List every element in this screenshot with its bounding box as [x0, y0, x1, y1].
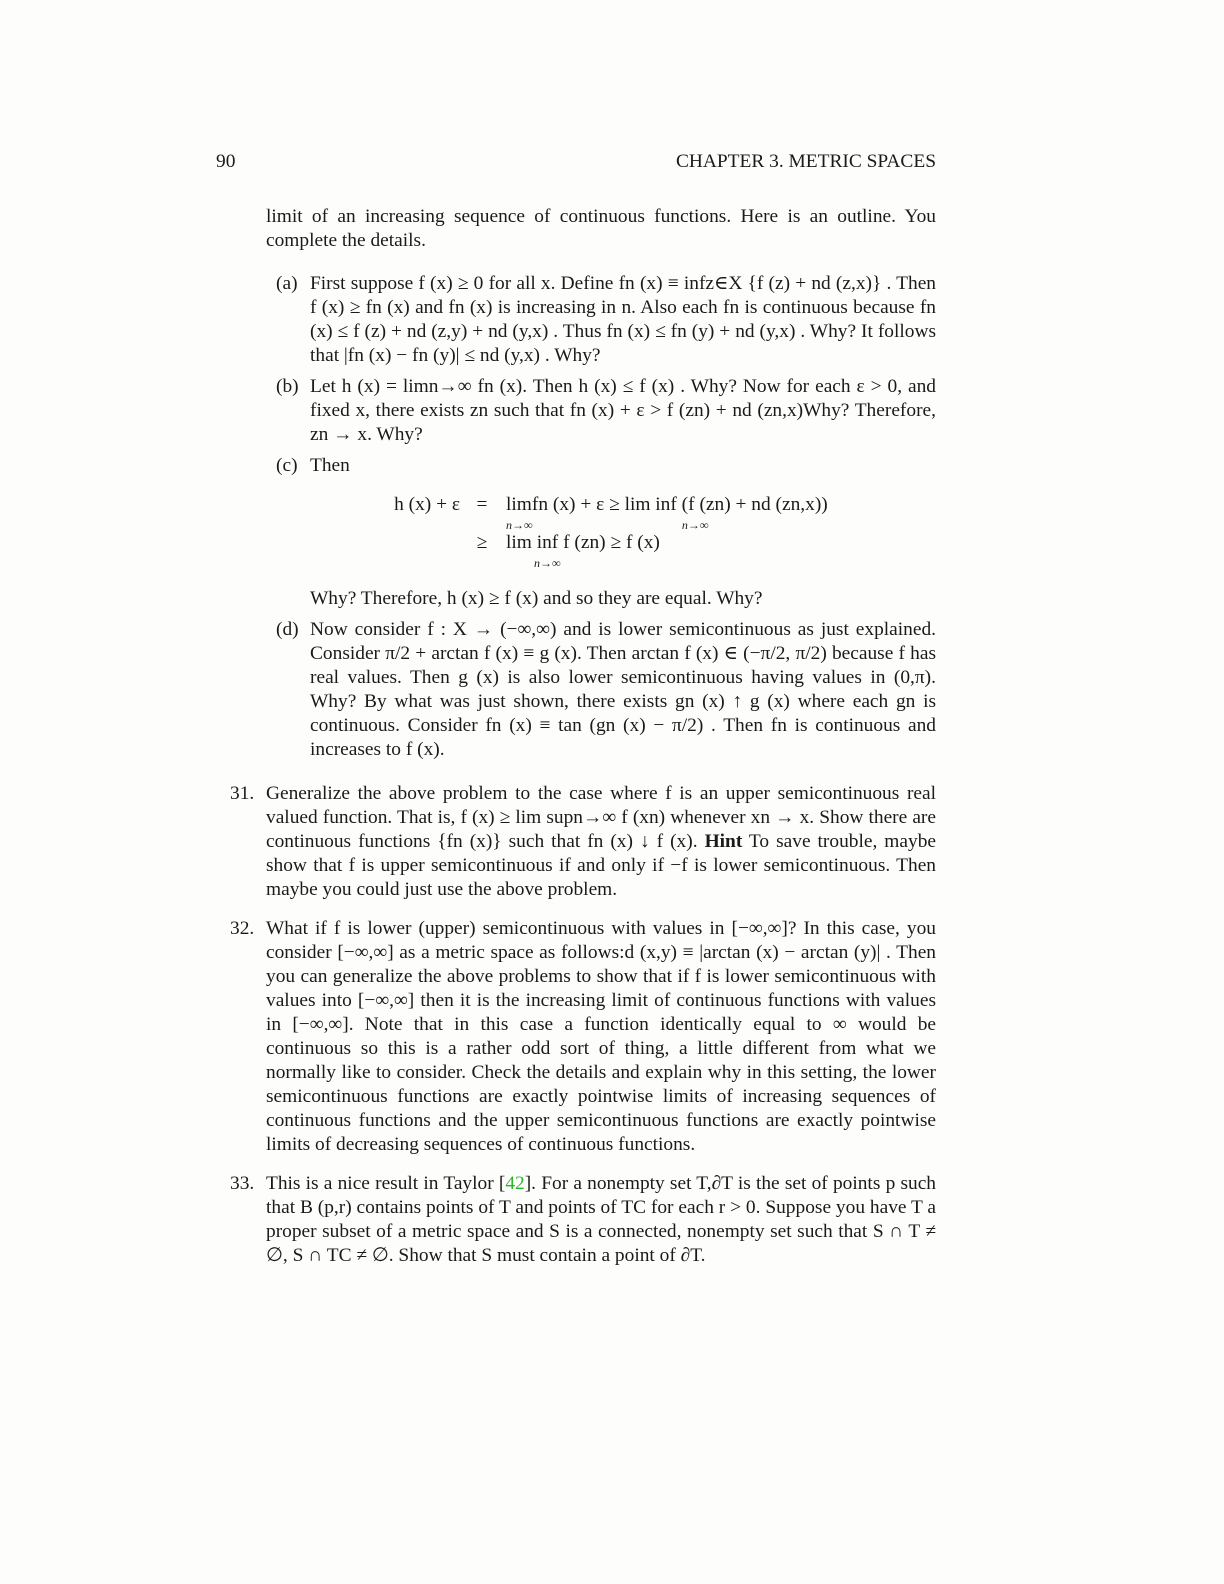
part-label: (c)	[276, 455, 298, 476]
equation-row	[310, 531, 930, 569]
part-b	[266, 375, 936, 447]
hint-label: Hint	[704, 831, 743, 852]
problem-number: 33.	[230, 1173, 255, 1194]
equation-rhs: lim inf n→∞ f (zn) ≥ f (x)	[506, 532, 660, 570]
part-text: Now consider f : X → (−∞,∞) and is lower semicontinuous as just explained. Consider π/2 + arctan f (x) ≡ g (x). Then arctan f (x) ∈ (−π/2, π/2) because f has real values. Then g (x) is also lower semicontinuous having values in (0,π). Why? By what was just shown, there exists gn (x) ↑ g (x) where each gn is continuous. Consider fn (x) ≡ tan (gn (x) − π/2) . Then fn is continuous and increases to f (x).	[310, 619, 936, 760]
equation-row	[310, 493, 930, 531]
intro-paragraph: limit of an increasing sequence of continuous functions. Here is an outline. You complete the details.	[266, 206, 936, 251]
equation-followup: Why? Therefore, h (x) ≥ f (x) and so they are equal. Why?	[310, 588, 763, 609]
equation-lhs: h (x) + ε	[394, 494, 460, 515]
part-text: Let h (x) = limn→∞ fn (x). Then h (x) ≤ f (x) . Why? Now for each ε > 0, and fixed x, there exists zn such that fn (x) + ε > f (zn) + nd (zn,x)Why? Therefore, zn → x. Why?	[310, 376, 936, 445]
equation-rhs: lim n→∞ fn (x) + ε ≥ lim inf n→∞ (f (zn) + nd (zn,x))	[506, 494, 828, 532]
equation-relation: =	[476, 494, 488, 515]
page-header	[216, 150, 936, 174]
citation-link[interactable]: 42	[505, 1173, 525, 1194]
part-c	[266, 454, 936, 611]
liminf-operator: lim inf n→∞	[506, 532, 561, 570]
problem-text: This is a nice result in Taylor [42]. For a nonempty set T,∂T is the set of points p such that B (p,r) contains points of T and points of TC for each r > 0. Suppose you have T a proper subset of a metric space and S is a connected, nonempty set such that S ∩ T ≠ ∅, S ∩ TC ≠ ∅. Show that S must contain a point of ∂T.	[266, 1173, 937, 1266]
part-label: (a)	[276, 273, 298, 294]
limit-operator: lim n→∞	[506, 494, 533, 532]
part-label: (d)	[276, 619, 299, 640]
liminf-operator: fn (x) + ε ≥ lim inf n→∞	[531, 494, 709, 532]
problem-number: 32.	[230, 918, 255, 939]
part-a	[266, 272, 936, 368]
problem-text: Generalize the above problem to the case where f is an upper semicontinuous real valued function. That is, f (x) ≥ lim supn→∞ f (xn) whenever xn → x. Show there are continuous functions {fn (x)} such that fn (x) ↓ f (x). Hint To save trouble, maybe show that f is upper semicontinuous if and only if −f is lower semicontinuous. Then maybe you could just use the above problem.	[266, 783, 936, 900]
part-d	[266, 618, 936, 762]
part-text: First suppose f (x) ≥ 0 for all x. Define fn (x) ≡ infz∈X {f (z) + nd (z,x)} . Then f (x) ≥ fn (x) and fn (x) is increasing in n. Also each fn is continuous because fn (x) ≤ f (z) + nd (z,y) + nd (y,x) . Thus fn (x) ≤ fn (y) + nd (y,x) . Why? It follows that |fn (x) − fn (y)| ≤ nd (y,x) . Why?	[310, 273, 936, 366]
problem-32	[230, 917, 936, 1157]
part-label: (b)	[276, 376, 299, 397]
display-equation	[310, 493, 936, 573]
equation-relation: ≥	[476, 532, 488, 553]
problem-33	[230, 1172, 937, 1268]
problem-number: 31.	[230, 783, 255, 804]
part-text: Then	[310, 455, 350, 476]
problem-31	[230, 782, 936, 902]
page-body	[230, 205, 937, 1283]
page-number: 90	[216, 151, 236, 172]
chapter-title: CHAPTER 3. METRIC SPACES	[675, 151, 936, 172]
problem-text: What if f is lower (upper) semicontinuous with values in [−∞,∞]? In this case, you consider [−∞,∞] as a metric space as follows:d (x,y) ≡ |arctan (x) − arctan (y)| . Then you can generalize the above problems to show that if f is lower semicontinuous with values into [−∞,∞] then it is the increasing limit of continuous functions with values in [−∞,∞]. Note that in this case a function identically equal to ∞ would be continuous so this is a rather odd sort of thing, a little different from what we normally like to consider. Check the details and explain why in this setting, the lower semicontinuous functions are exactly pointwise limits of increasing sequences of continuous functions and the upper semicontinuous functions are exactly pointwise limits of decreasing sequences of continuous functions.	[266, 918, 936, 1155]
